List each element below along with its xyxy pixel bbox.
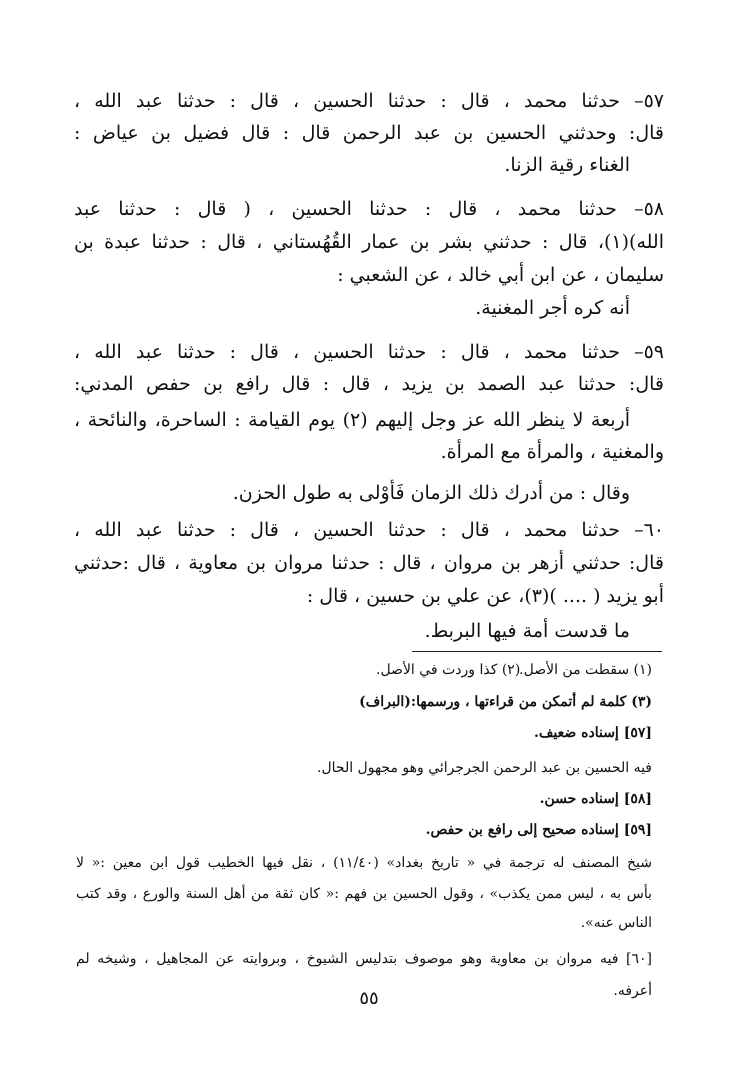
hadith-57-line-2: قال: وحدثني الحسين بن عبد الرحمن قال : قال فضيل بن عياض : <box>74 122 664 144</box>
hadith-58-text: أنه كره أجر المغنية. <box>475 297 630 319</box>
note-57-body: فيه الحسين بن عبد الرحمن الجرجرائي وهو مجهول الحال. <box>317 760 652 776</box>
footnote-1: (١) سقطت من الأصل. <box>519 662 652 678</box>
footnote-2: (٢) كذا وردت في الأصل. <box>376 662 521 678</box>
hadith-59-line-1: ٥٩– حدثنا محمد ، قال : حدثنا الحسين ، قال : حدثنا عبد الله ، <box>74 341 664 363</box>
hadith-58-line-1: ٥٨– حدثنا محمد ، قال : حدثنا الحسين ، ( قال : حدثنا عبد <box>74 198 664 220</box>
footnote-3: (٣) كلمة لم أتمكن من قراءتها ، ورسمها:(البراف) <box>359 694 652 710</box>
hadith-59-text-2: والمغنية ، والمرأة مع المرأة. <box>440 441 664 463</box>
note-59-heading: [٥٩] إسناده صحيح إلى رافع بن حفص. <box>425 822 652 838</box>
hadith-58-line-2: الله)(١)، قال : حدثني بشر بن عمار القُهُستاني ، قال : حدثنا عبدة بن <box>74 231 664 253</box>
note-60-line-1: [٦٠] فيه مروان بن معاوية وهو موصوف بتدليس الشيوخ ، وبروايته عن المجاهيل ، وشيخه لم <box>76 951 652 967</box>
note-58-heading: [٥٨] إسناده حسن. <box>539 791 652 807</box>
note-60-line-2: أعرفه. <box>613 983 652 999</box>
note-59-body-1: شيخ المصنف له ترجمة في « تاريخ بغداد» (١١/٤٠) ، نقل فيها الخطيب قول ابن معين :« لا <box>76 855 652 871</box>
hadith-59-text-3: وقال : من أدرك ذلك الزمان فَأَوْلى به طول الحزن. <box>232 482 630 504</box>
hadith-60-line-1: ٦٠– حدثنا محمد ، قال : حدثنا الحسين ، قال : حدثنا عبد الله ، <box>74 519 664 541</box>
note-59-body-2: بأس به ، ليس ممن يكذب» ، وقول الحسين بن فهم :« كان ثقة من أهل السنة والورع ، وقد كتب <box>76 886 652 902</box>
footnote-separator <box>412 651 662 652</box>
hadith-59-text-1: أربعة لا ينظر الله عز وجل إليهم (٢) يوم القيامة : الساحرة، والنائحة ، <box>74 409 630 431</box>
hadith-60-line-2: قال: حدثني أزهر بن مروان ، قال : حدثنا مروان بن معاوية ، قال :حدثني <box>74 552 664 574</box>
hadith-59-line-2: قال: حدثنا عبد الصمد بن يزيد ، قال : قال رافع بن حفص المدني: <box>74 373 664 395</box>
page-number: ٥٥ <box>359 988 379 1009</box>
note-59-body-3: الناس عنه». <box>580 915 652 931</box>
hadith-60-line-3: أبو يزيد ( .... )(٣)، عن علي بن حسين ، قال : <box>306 585 664 607</box>
hadith-57-line-1: ٥٧– حدثنا محمد ، قال : حدثنا الحسين ، قال : حدثنا عبد الله ، <box>74 90 664 112</box>
note-57-heading: [٥٧] إسناده ضعيف. <box>534 725 652 741</box>
footnote-1-row <box>76 659 652 681</box>
hadith-57-text: الغناء رقية الزنا. <box>504 154 630 176</box>
hadith-60-text: ما قدست أمة فيها البربط. <box>424 620 630 642</box>
hadith-58-line-3: سليمان ، عن ابن أبي خالد ، عن الشعبي : <box>337 264 664 286</box>
